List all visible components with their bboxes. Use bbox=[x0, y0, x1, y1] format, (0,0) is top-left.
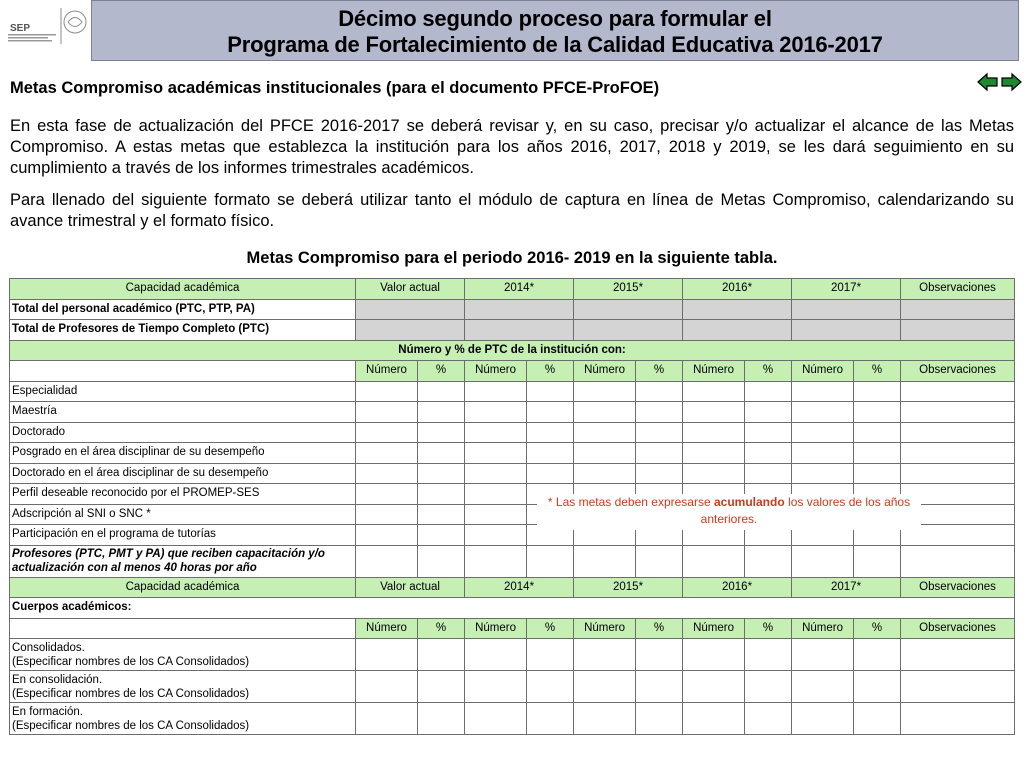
row-label: Especialidad bbox=[10, 381, 356, 402]
input-cell[interactable] bbox=[854, 402, 901, 423]
subheader-cell: % bbox=[418, 618, 465, 639]
input-cell[interactable] bbox=[574, 671, 636, 703]
note-text-pre: * Las metas deben expresarse bbox=[547, 495, 714, 509]
table-row bbox=[10, 598, 1015, 619]
row-label: Doctorado en el área disciplinar de su desempeño bbox=[10, 463, 356, 484]
row-label: Doctorado bbox=[10, 422, 356, 443]
input-cell[interactable] bbox=[854, 545, 901, 577]
input-cell[interactable] bbox=[418, 381, 465, 402]
section-row bbox=[10, 340, 1015, 361]
input-cell[interactable] bbox=[465, 463, 527, 484]
input-cell[interactable] bbox=[683, 671, 745, 703]
input-cell[interactable] bbox=[527, 639, 574, 671]
table-row bbox=[10, 639, 1015, 671]
subheader-cell: Número bbox=[683, 361, 745, 382]
input-cell[interactable] bbox=[574, 443, 636, 464]
header-cell: 2014* bbox=[465, 279, 574, 300]
input-cell[interactable] bbox=[792, 320, 901, 341]
input-cell[interactable] bbox=[636, 443, 683, 464]
input-cell[interactable] bbox=[465, 525, 527, 546]
ca-label-line2: (Especificar nombres de los CA Consolidados) bbox=[12, 719, 250, 732]
input-cell[interactable] bbox=[683, 545, 745, 577]
table-row bbox=[10, 299, 1015, 320]
input-cell[interactable] bbox=[527, 703, 574, 735]
input-cell[interactable] bbox=[854, 703, 901, 735]
row-label bbox=[10, 703, 356, 735]
blank-cell bbox=[10, 361, 356, 382]
row-label: Adscripción al SNI o SNC * bbox=[10, 504, 356, 525]
subheader-cell: Número bbox=[465, 361, 527, 382]
table-row bbox=[10, 422, 1015, 443]
paragraph-1: En esta fase de actualización del PFCE 2016-2017 se deberá revisar y, en su caso, precisar y/o actualizar el alcance de las Metas Compromiso. A estas metas que establezca la institución para los años 2016, 2017, 2018 y 2019, se les dará seguimiento en su cumplimiento a través de los informes trimestrales académicos. bbox=[10, 117, 1014, 177]
input-cell[interactable] bbox=[574, 320, 683, 341]
subheader-cell: % bbox=[745, 361, 792, 382]
subheader-cell: Número bbox=[683, 618, 745, 639]
input-cell[interactable] bbox=[901, 639, 1015, 671]
header-cell: Capacidad académica bbox=[10, 577, 356, 598]
sep-logo bbox=[0, 0, 90, 62]
ca-label-line2: (Especificar nombres de los CA Consolidados) bbox=[12, 687, 250, 700]
table-subheader-row bbox=[10, 618, 1015, 639]
input-cell[interactable] bbox=[792, 299, 901, 320]
input-cell[interactable] bbox=[418, 703, 465, 735]
input-cell[interactable] bbox=[465, 504, 527, 525]
input-cell[interactable] bbox=[574, 381, 636, 402]
input-cell[interactable] bbox=[527, 463, 574, 484]
subheader-cell: % bbox=[636, 361, 683, 382]
input-cell[interactable] bbox=[465, 639, 527, 671]
input-cell[interactable] bbox=[418, 422, 465, 443]
input-cell[interactable] bbox=[792, 381, 854, 402]
input-cell[interactable] bbox=[574, 299, 683, 320]
header-cell: 2015* bbox=[574, 577, 683, 598]
input-cell[interactable] bbox=[636, 422, 683, 443]
input-cell[interactable] bbox=[854, 639, 901, 671]
input-cell[interactable] bbox=[356, 381, 418, 402]
input-cell[interactable] bbox=[636, 703, 683, 735]
input-cell[interactable] bbox=[854, 463, 901, 484]
input-cell[interactable] bbox=[901, 320, 1015, 341]
input-cell[interactable] bbox=[683, 299, 792, 320]
input-cell[interactable] bbox=[465, 545, 527, 577]
input-cell[interactable] bbox=[901, 703, 1015, 735]
row-label: Participación en el programa de tutorías bbox=[10, 525, 356, 546]
blank-cell bbox=[10, 618, 356, 639]
input-cell[interactable] bbox=[418, 443, 465, 464]
subheader-cell: Número bbox=[356, 618, 418, 639]
input-cell[interactable] bbox=[356, 639, 418, 671]
header-cell: Valor actual bbox=[356, 577, 465, 598]
table-row bbox=[10, 463, 1015, 484]
input-cell[interactable] bbox=[683, 703, 745, 735]
row-label: Maestría bbox=[10, 402, 356, 423]
table-row bbox=[10, 671, 1015, 703]
input-cell[interactable] bbox=[792, 422, 854, 443]
input-cell[interactable] bbox=[356, 703, 418, 735]
accumulation-note bbox=[537, 494, 921, 530]
subheader-cell: Número bbox=[792, 618, 854, 639]
subheader-cell: Número bbox=[465, 618, 527, 639]
header-cell: 2014* bbox=[465, 577, 574, 598]
subheader-cell: % bbox=[745, 618, 792, 639]
input-cell[interactable] bbox=[356, 402, 418, 423]
input-cell[interactable] bbox=[527, 671, 574, 703]
input-cell[interactable] bbox=[683, 443, 745, 464]
input-cell[interactable] bbox=[356, 504, 418, 525]
back-arrow-icon[interactable] bbox=[977, 71, 999, 93]
input-cell[interactable] bbox=[854, 443, 901, 464]
input-cell[interactable] bbox=[745, 422, 792, 443]
input-cell[interactable] bbox=[745, 463, 792, 484]
table-row bbox=[10, 545, 1015, 577]
input-cell[interactable] bbox=[527, 402, 574, 423]
input-cell[interactable] bbox=[418, 504, 465, 525]
input-cell[interactable] bbox=[574, 402, 636, 423]
table-row bbox=[10, 402, 1015, 423]
section-title: Número y % de PTC de la institución con: bbox=[10, 340, 1015, 361]
input-cell[interactable] bbox=[356, 545, 418, 577]
input-cell[interactable] bbox=[636, 402, 683, 423]
ca-label-line2: (Especificar nombres de los CA Consolidados) bbox=[12, 655, 250, 668]
ca-label-line1: En consolidación. bbox=[12, 673, 103, 686]
input-cell[interactable] bbox=[465, 320, 574, 341]
subheader-cell: Observaciones bbox=[901, 361, 1015, 382]
row-label bbox=[10, 671, 356, 703]
input-cell[interactable] bbox=[683, 639, 745, 671]
header-cell: 2015* bbox=[574, 279, 683, 300]
input-cell[interactable] bbox=[574, 639, 636, 671]
svg-text:SEP: SEP bbox=[10, 23, 31, 34]
note-text-bold: acumulando bbox=[714, 495, 785, 509]
input-cell[interactable] bbox=[527, 422, 574, 443]
subheader-cell: Número bbox=[574, 361, 636, 382]
input-cell[interactable] bbox=[792, 402, 854, 423]
input-cell[interactable] bbox=[356, 463, 418, 484]
input-cell[interactable] bbox=[683, 381, 745, 402]
table-subheader-row bbox=[10, 361, 1015, 382]
header-cell: 2017* bbox=[792, 279, 901, 300]
input-cell[interactable] bbox=[854, 671, 901, 703]
input-cell[interactable] bbox=[792, 463, 854, 484]
input-cell[interactable] bbox=[418, 639, 465, 671]
input-cell[interactable] bbox=[854, 381, 901, 402]
table-header-row bbox=[10, 577, 1015, 598]
input-cell[interactable] bbox=[745, 381, 792, 402]
subheader-cell: % bbox=[418, 361, 465, 382]
input-cell[interactable] bbox=[745, 639, 792, 671]
input-cell[interactable] bbox=[574, 703, 636, 735]
input-cell[interactable] bbox=[356, 484, 418, 505]
table-row bbox=[10, 320, 1015, 341]
title-line-1: Décimo segundo proceso para formular el bbox=[338, 6, 772, 31]
input-cell[interactable] bbox=[683, 402, 745, 423]
input-cell[interactable] bbox=[418, 545, 465, 577]
subheader-cell: % bbox=[854, 618, 901, 639]
input-cell[interactable] bbox=[465, 381, 527, 402]
row-label: Posgrado en el área disciplinar de su desempeño bbox=[10, 443, 356, 464]
row-label: Cuerpos académicos: bbox=[10, 598, 1015, 619]
input-cell[interactable] bbox=[901, 422, 1015, 443]
header-cell: 2016* bbox=[683, 577, 792, 598]
header-cell: Observaciones bbox=[901, 577, 1015, 598]
input-cell[interactable] bbox=[792, 703, 854, 735]
input-cell[interactable] bbox=[418, 463, 465, 484]
row-label: Total del personal académico (PTC, PTP, PA) bbox=[10, 299, 356, 320]
input-cell[interactable] bbox=[636, 545, 683, 577]
input-cell[interactable] bbox=[792, 639, 854, 671]
subheader-cell: Número bbox=[574, 618, 636, 639]
subheader-cell: % bbox=[636, 618, 683, 639]
title-box bbox=[91, 0, 1019, 61]
ca-label-line1: Consolidados. bbox=[12, 641, 85, 654]
table-title: Metas Compromiso para el periodo 2016- 2019 en la siguiente tabla. bbox=[246, 249, 778, 267]
input-cell[interactable] bbox=[636, 671, 683, 703]
note-text-post: los valores de los años anteriores. bbox=[700, 495, 911, 526]
input-cell[interactable] bbox=[527, 443, 574, 464]
input-cell[interactable] bbox=[683, 320, 792, 341]
header-cell: 2016* bbox=[683, 279, 792, 300]
input-cell[interactable] bbox=[854, 422, 901, 443]
input-cell[interactable] bbox=[527, 545, 574, 577]
header-cell: Valor actual bbox=[356, 279, 465, 300]
slide-navigation bbox=[977, 71, 1023, 93]
input-cell[interactable] bbox=[901, 381, 1015, 402]
input-cell[interactable] bbox=[636, 463, 683, 484]
input-cell[interactable] bbox=[745, 443, 792, 464]
slide-header bbox=[0, 0, 1024, 64]
input-cell[interactable] bbox=[901, 299, 1015, 320]
input-cell[interactable] bbox=[356, 422, 418, 443]
input-cell[interactable] bbox=[465, 484, 527, 505]
input-cell[interactable] bbox=[901, 443, 1015, 464]
input-cell[interactable] bbox=[745, 402, 792, 423]
subheader-cell: Número bbox=[356, 361, 418, 382]
input-cell[interactable] bbox=[418, 525, 465, 546]
input-cell[interactable] bbox=[745, 545, 792, 577]
table-row bbox=[10, 703, 1015, 735]
input-cell[interactable] bbox=[574, 545, 636, 577]
ca-label-line1: En formación. bbox=[12, 705, 83, 718]
input-cell[interactable] bbox=[356, 320, 465, 341]
section-subtitle: Metas Compromiso académicas institucionales (para el documento PFCE-ProFOE) bbox=[10, 79, 660, 97]
table-row bbox=[10, 381, 1015, 402]
input-cell[interactable] bbox=[465, 402, 527, 423]
input-cell[interactable] bbox=[465, 299, 574, 320]
input-cell[interactable] bbox=[418, 402, 465, 423]
subheader-cell: Número bbox=[792, 361, 854, 382]
header-cell: Observaciones bbox=[901, 279, 1015, 300]
input-cell[interactable] bbox=[465, 443, 527, 464]
input-cell[interactable] bbox=[574, 422, 636, 443]
input-cell[interactable] bbox=[792, 545, 854, 577]
subheader-cell: % bbox=[527, 618, 574, 639]
row-label: Total de Profesores de Tiempo Completo (PTC) bbox=[10, 320, 356, 341]
header-cell: 2017* bbox=[792, 577, 901, 598]
input-cell[interactable] bbox=[901, 402, 1015, 423]
input-cell[interactable] bbox=[901, 671, 1015, 703]
table-row bbox=[10, 443, 1015, 464]
input-cell[interactable] bbox=[683, 422, 745, 443]
input-cell[interactable] bbox=[418, 484, 465, 505]
input-cell[interactable] bbox=[745, 671, 792, 703]
subheader-cell: Observaciones bbox=[901, 618, 1015, 639]
row-label bbox=[10, 639, 356, 671]
input-cell[interactable] bbox=[745, 703, 792, 735]
input-cell[interactable] bbox=[465, 703, 527, 735]
input-cell[interactable] bbox=[418, 671, 465, 703]
forward-arrow-icon[interactable] bbox=[1000, 71, 1022, 93]
subheader-cell: % bbox=[854, 361, 901, 382]
input-cell[interactable] bbox=[792, 443, 854, 464]
input-cell[interactable] bbox=[683, 463, 745, 484]
table-header-row bbox=[10, 279, 1015, 300]
row-label: Perfil deseable reconocido por el PROMEP-SES bbox=[10, 484, 356, 505]
input-cell[interactable] bbox=[636, 381, 683, 402]
input-cell[interactable] bbox=[574, 463, 636, 484]
title-line-2: Programa de Fortalecimiento de la Calidad Educativa 2016-2017 bbox=[227, 32, 883, 57]
input-cell[interactable] bbox=[356, 525, 418, 546]
input-cell[interactable] bbox=[901, 545, 1015, 577]
row-label: Profesores (PTC, PMT y PA) que reciben capacitación y/o actualización con al menos 40 horas por año bbox=[10, 545, 356, 577]
header-cell: Capacidad académica bbox=[10, 279, 356, 300]
subheader-cell: % bbox=[527, 361, 574, 382]
input-cell[interactable] bbox=[465, 422, 527, 443]
input-cell[interactable] bbox=[636, 639, 683, 671]
input-cell[interactable] bbox=[356, 443, 418, 464]
input-cell[interactable] bbox=[527, 381, 574, 402]
input-cell[interactable] bbox=[356, 299, 465, 320]
paragraph-2: Para llenado del siguiente formato se deberá utilizar tanto el módulo de captura en línea de Metas Compromiso, calendarizando su avance trimestral y el formato físico. bbox=[10, 191, 1014, 230]
input-cell[interactable] bbox=[792, 671, 854, 703]
input-cell[interactable] bbox=[901, 463, 1015, 484]
input-cell[interactable] bbox=[465, 671, 527, 703]
input-cell[interactable] bbox=[356, 671, 418, 703]
